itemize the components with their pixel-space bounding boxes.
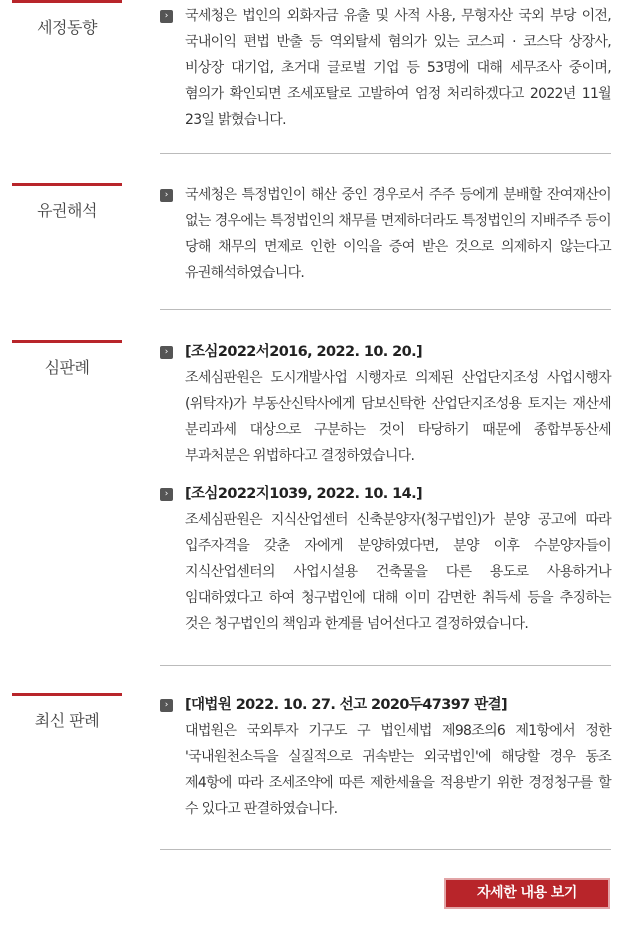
entry-text: 대법원은 국외투자 기구도 구 법인세법 제98조의6 제1항에서 정한 '국내원천소득을 실질적으로 귀속받는 외국법인'에 해당할 경우 동조 제4항에 따라 조세조약에 따른 제한세율을 적용받기 위한 경정청구를 할 수 있다고 판결하였습니다. bbox=[185, 723, 611, 817]
chevron-right-icon: › bbox=[160, 189, 173, 202]
news-entry bbox=[160, 8, 611, 133]
news-entry bbox=[160, 187, 611, 286]
entry-heading: [조심2022지1039, 2022. 10. 14.] bbox=[185, 486, 423, 502]
category-bar bbox=[12, 0, 122, 3]
chevron-right-icon: › bbox=[160, 10, 173, 23]
entry-heading: [조심2022서2016, 2022. 10. 20.] bbox=[185, 344, 423, 360]
category-header bbox=[12, 340, 122, 378]
chevron-right-icon: › bbox=[160, 488, 173, 501]
category-label: 심판례 bbox=[44, 358, 90, 377]
news-entry bbox=[160, 697, 611, 822]
category-label: 유권해석 bbox=[37, 201, 97, 220]
entry-heading: [대법원 2022. 10. 27. 선고 2020두47397 판결] bbox=[185, 697, 508, 713]
chevron-right-icon: › bbox=[160, 346, 173, 359]
news-entry bbox=[160, 344, 611, 469]
category-bar bbox=[12, 340, 122, 343]
entry-text: 국세청은 법인의 외화자금 유출 및 사적 사용, 무형자산 국외 부당 이전, 국내이익 편법 반출 등 역외탈세 혐의가 있는 코스피 · 코스닥 상장사, 비상장 대기업, 초거대 글로벌 기업 등 53명에 대해 세무조사 중이며, 혐의가 확인되면 조세포탈로 고발하여 엄정 처리하겠다고 2022년 11월 23일 밝혔습니다. bbox=[185, 8, 611, 128]
section-divider bbox=[160, 665, 611, 666]
category-label: 최신 판례 bbox=[34, 711, 100, 730]
chevron-right-icon: › bbox=[160, 699, 173, 712]
category-bar bbox=[12, 693, 122, 696]
category-label: 세정동향 bbox=[37, 18, 97, 37]
category-header bbox=[12, 693, 122, 731]
category-bar bbox=[12, 183, 122, 186]
category-header bbox=[12, 183, 122, 221]
category-header bbox=[12, 0, 122, 38]
news-entry bbox=[160, 486, 611, 637]
section-divider bbox=[160, 153, 611, 154]
entry-text: 조세심판원은 도시개발사업 시행자로 의제된 산업단지조성 사업시행자(위탁자)가 부동산신탁사에게 담보신탁한 산업단지조성용 토지는 재산세 분리과세 대상으로 구분하는 것이 타당하기 때문에 종합부동산세 부과처분은 위법하다고 결정하였습니다. bbox=[185, 370, 611, 464]
section-divider bbox=[160, 849, 611, 850]
entry-text: 조세심판원은 지식산업센터 신축분양자(청구법인)가 분양 공고에 따라 입주자격을 갖춘 자에게 분양하였다면, 분양 이후 수분양자들이 지식산업센터의 사업시설용 건축물을 다른 용도로 사용하거나 임대하였다고 하여 청구법인에 대해 이미 감면한 취득세 등을 추징하는 것은 청구법인의 책임과 한계를 넘어선다고 결정하였습니다. bbox=[185, 512, 611, 632]
section-divider bbox=[160, 309, 611, 310]
view-details-button[interactable]: 자세한 내용 보기 bbox=[444, 878, 610, 909]
entry-text: 국세청은 특정법인이 해산 중인 경우로서 주주 등에게 분배할 잔여재산이 없는 경우에는 특정법인의 채무를 면제하더라도 특정법인의 지배주주 등이 당해 채무의 면제로 인한 이익을 증여 받은 것으로 의제하지 않는다고 유권해석하였습니다. bbox=[185, 187, 611, 281]
